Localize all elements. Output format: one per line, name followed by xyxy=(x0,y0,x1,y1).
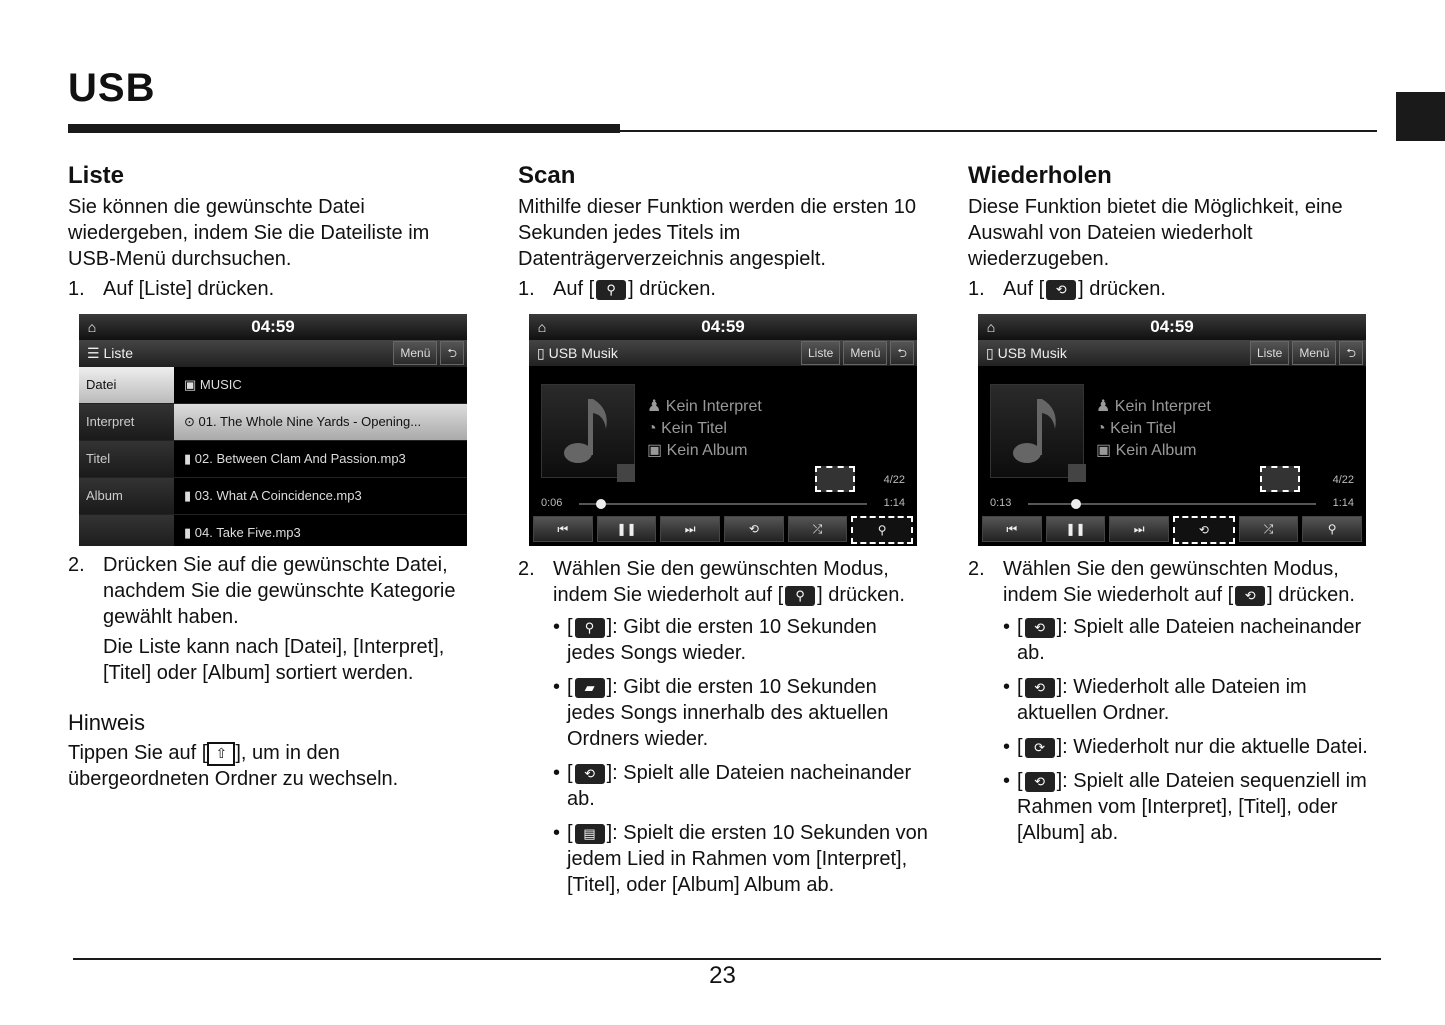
list-item: • [ ⟲ ]: Wiederholt alle Dateien im aktuellen Ordner. xyxy=(1003,674,1378,726)
previous-icon[interactable]: ⏮ xyxy=(982,516,1042,542)
scan-all-icon: ⚲ xyxy=(575,618,605,638)
category-empty xyxy=(79,515,174,546)
list-button[interactable]: Liste xyxy=(801,341,840,365)
step-text: Drücken Sie auf die gewünschte Datei, nachdem Sie die gewünschte Kategorie gewählt haben. xyxy=(103,554,456,628)
file-row[interactable]: ⊙ 01. The Whole Nine Yards - Opening... xyxy=(174,404,467,440)
progress-knob[interactable] xyxy=(596,499,606,509)
step-text: Die Liste kann nach [Datei], [Interpret], [Titel] oder [Album] sortiert werden. xyxy=(103,636,445,684)
list-item: • [ ⟲ ]: Spielt alle Dateien nacheinander ab. xyxy=(1003,614,1378,666)
source-label: USB Musik xyxy=(997,345,1067,361)
scan-heading: Scan xyxy=(518,162,576,189)
scan-icon[interactable]: ⚲ xyxy=(851,516,913,544)
repeat-folder-icon: ⟲ xyxy=(1025,678,1055,698)
repeat-mode-list xyxy=(1003,614,1378,846)
file-row[interactable]: ▮ 03. What A Coincidence.mp3 xyxy=(184,488,362,503)
wiederholen-step-2: 2. Wählen Sie den gewünschten Modus, indem Sie wiederholt auf [ ⟲ ] drücken. xyxy=(968,558,1355,606)
repeat-category-icon: ⟲ xyxy=(1025,772,1055,792)
previous-icon[interactable]: ⏮ xyxy=(533,516,593,542)
scan-icon: ⚲ xyxy=(596,280,626,300)
scan-step-1: 1. Auf [ ⚲ ] drücken. xyxy=(518,278,716,300)
header-rule-thick xyxy=(68,124,620,133)
repeat-icon: ⟲ xyxy=(575,764,605,784)
step-number: 2. xyxy=(968,558,985,580)
liste-step-1 xyxy=(68,276,478,302)
liste-screen xyxy=(79,314,467,546)
source-label: USB Musik xyxy=(548,345,618,361)
repeat-one-icon: ⟳ xyxy=(1025,738,1055,758)
step-number: 2. xyxy=(518,558,535,580)
back-icon[interactable]: ⮌ xyxy=(890,341,914,365)
step-number: 2. xyxy=(68,554,85,576)
playback-controls xyxy=(982,516,1362,544)
footer-rule xyxy=(73,958,1381,960)
file-row[interactable]: ▮ 04. Take Five.mp3 xyxy=(184,525,301,540)
menu-button[interactable]: Menü xyxy=(843,341,887,365)
shuffle-icon[interactable]: ⤮ xyxy=(1239,516,1299,542)
list-item: • [ ⚲ ]: Gibt die ersten 10 Sekunden jedes Songs wieder. xyxy=(553,614,928,666)
scan-icon[interactable]: ⚲ xyxy=(1302,516,1362,542)
scan-icon: ⚲ xyxy=(785,586,815,606)
category-interpret[interactable]: Interpret xyxy=(79,404,174,440)
wiederholen-heading: Wiederholen xyxy=(968,162,1112,189)
page-title: USB xyxy=(68,66,156,110)
title-icon: ◔ xyxy=(1096,420,1111,437)
repeat-icon[interactable]: ⟲ xyxy=(1173,516,1235,544)
list-item: • [ ⟲ ]: Spielt alle Dateien sequenziell im Rahmen vom [Interpret], [Titel], oder [Album] ab. xyxy=(1003,768,1378,846)
folder-view-icon[interactable] xyxy=(1068,464,1086,482)
progress-bar[interactable] xyxy=(1028,503,1316,505)
repeat-icon: ⟲ xyxy=(1235,586,1265,606)
list-item: • [ ⟲ ]: Spielt alle Dateien nacheinander ab. xyxy=(553,760,928,812)
section-liste xyxy=(68,162,478,792)
track-counter: 4/22 xyxy=(1332,474,1354,486)
elapsed-time: 0:13 xyxy=(990,497,1012,509)
elapsed-time: 0:06 xyxy=(541,497,563,509)
repeat-mode-indicator xyxy=(1260,466,1300,492)
track-meta: ♟ Kein Interpret ◔ Kein Titel ▣ Kein Album xyxy=(647,398,762,459)
category-titel[interactable]: Titel xyxy=(79,441,174,477)
album-icon: ▣ xyxy=(1096,442,1116,459)
repeat-icon: ⟲ xyxy=(1046,280,1076,300)
list-item: • [ ▰ ]: Gibt die ersten 10 Sekunden jedes Songs innerhalb des aktuellen Ordners wieder. xyxy=(553,674,928,752)
repeat-all-icon: ⟲ xyxy=(1025,618,1055,638)
track-counter: 4/22 xyxy=(883,474,905,486)
step-text: Auf [Liste] drücken. xyxy=(103,278,275,300)
scan-intro: Mithilfe dieser Funktion werden die ersten 10 Sekunden jedes Titels im Datenträgerverzeichnis angespielt. xyxy=(518,196,916,270)
step-number: 1. xyxy=(68,278,85,300)
liste-step-2-extra xyxy=(68,634,478,686)
shuffle-icon[interactable]: ⤮ xyxy=(788,516,848,542)
wiederholen-step-1: 1. Auf [ ⟲ ] drücken. xyxy=(968,278,1166,300)
folder-up-icon: ▣ xyxy=(184,377,200,392)
wiederholen-screen xyxy=(978,314,1366,546)
progress-bar[interactable] xyxy=(579,503,867,505)
clock: 04:59 xyxy=(701,317,745,336)
chapter-tab xyxy=(1396,92,1445,141)
usb-icon: ▯ xyxy=(537,344,549,361)
scan-category-icon: ▤ xyxy=(575,824,605,844)
list-icon: ☰ xyxy=(87,344,104,361)
album-icon: ▣ xyxy=(647,442,667,459)
track-meta: ♟ Kein Interpret ◔ Kein Titel ▣ Kein Album xyxy=(1096,398,1211,459)
category-datei[interactable]: Datei xyxy=(79,367,174,403)
step-number: 1. xyxy=(518,278,535,300)
home-icon[interactable]: ⌂ xyxy=(537,319,547,335)
file-icon: ▮ xyxy=(184,525,195,540)
hint-heading: Hinweis xyxy=(68,710,146,735)
wiederholen-intro: Diese Funktion bietet die Möglichkeit, eine Auswahl von Dateien wiederholt wiederzugeben. xyxy=(968,196,1343,270)
pause-icon[interactable]: ❚❚ xyxy=(1046,516,1106,542)
scan-mode-list xyxy=(553,614,928,898)
list-button[interactable]: Liste xyxy=(1250,341,1289,365)
category-album[interactable]: Album xyxy=(79,478,174,514)
total-time: 1:14 xyxy=(883,497,905,509)
artist-icon: ♟ xyxy=(647,398,666,415)
home-icon[interactable]: ⌂ xyxy=(986,319,996,335)
page-number: 23 xyxy=(709,962,736,989)
back-icon[interactable]: ⮌ xyxy=(1339,341,1363,365)
file-row[interactable]: ▮ 02. Between Clam And Passion.mp3 xyxy=(184,451,406,466)
step-number: 1. xyxy=(968,278,985,300)
title-icon: ◔ xyxy=(647,420,662,437)
scan-step-2: 2. Wählen Sie den gewünschten Modus, indem Sie wiederholt auf [ ⚲ ] drücken. xyxy=(518,558,905,606)
playback-controls xyxy=(533,516,913,544)
scan-mode-indicator xyxy=(815,466,855,492)
next-icon[interactable]: ⏭ xyxy=(1109,516,1169,542)
menu-button[interactable]: Menü xyxy=(393,341,437,365)
list-item: • [ ▤ ]: Spielt die ersten 10 Sekunden von jedem Lied in Rahmen vom [Interpret], [Titel], oder [Album] Album ab. xyxy=(553,820,928,898)
folder-row[interactable]: ▣ MUSIC xyxy=(184,377,242,392)
clock: 04:59 xyxy=(251,317,295,336)
folder-up-icon: ⇧ xyxy=(207,742,235,766)
section-scan xyxy=(518,162,928,906)
clock: 04:59 xyxy=(1150,317,1194,336)
total-time: 1:14 xyxy=(1332,497,1354,509)
hint-text: Tippen Sie auf [ ⇧ ], um in den übergeordneten Ordner zu wechseln. xyxy=(68,742,399,790)
repeat-icon[interactable]: ⟲ xyxy=(724,516,784,542)
liste-heading: Liste xyxy=(68,162,125,189)
screen-subtitle: Liste xyxy=(103,345,134,361)
artist-icon: ♟ xyxy=(1096,398,1115,415)
liste-intro: Sie können die gewünschte Datei wiedergeben, indem Sie die Dateiliste im USB-Menü durchsuchen. xyxy=(68,196,430,270)
scan-screen xyxy=(529,314,917,546)
header-rule-thin xyxy=(620,130,1377,132)
scan-folder-icon: ▰ xyxy=(575,678,605,698)
home-icon[interactable]: ⌂ xyxy=(87,319,97,335)
list-item: • [ ⟳ ]: Wiederholt nur die aktuelle Datei. xyxy=(1003,734,1378,760)
usb-icon: ▯ xyxy=(986,344,998,361)
back-icon[interactable]: ⮌ xyxy=(440,341,464,365)
file-icon: ▮ xyxy=(184,451,195,466)
folder-view-icon[interactable] xyxy=(617,464,635,482)
next-icon[interactable]: ⏭ xyxy=(660,516,720,542)
file-icon: ▮ xyxy=(184,488,195,503)
liste-step-2 xyxy=(68,552,478,630)
progress-knob[interactable] xyxy=(1071,499,1081,509)
play-icon: ⊙ xyxy=(184,414,199,429)
menu-button[interactable]: Menü xyxy=(1292,341,1336,365)
section-wiederholen xyxy=(968,162,1378,854)
pause-icon[interactable]: ❚❚ xyxy=(597,516,657,542)
